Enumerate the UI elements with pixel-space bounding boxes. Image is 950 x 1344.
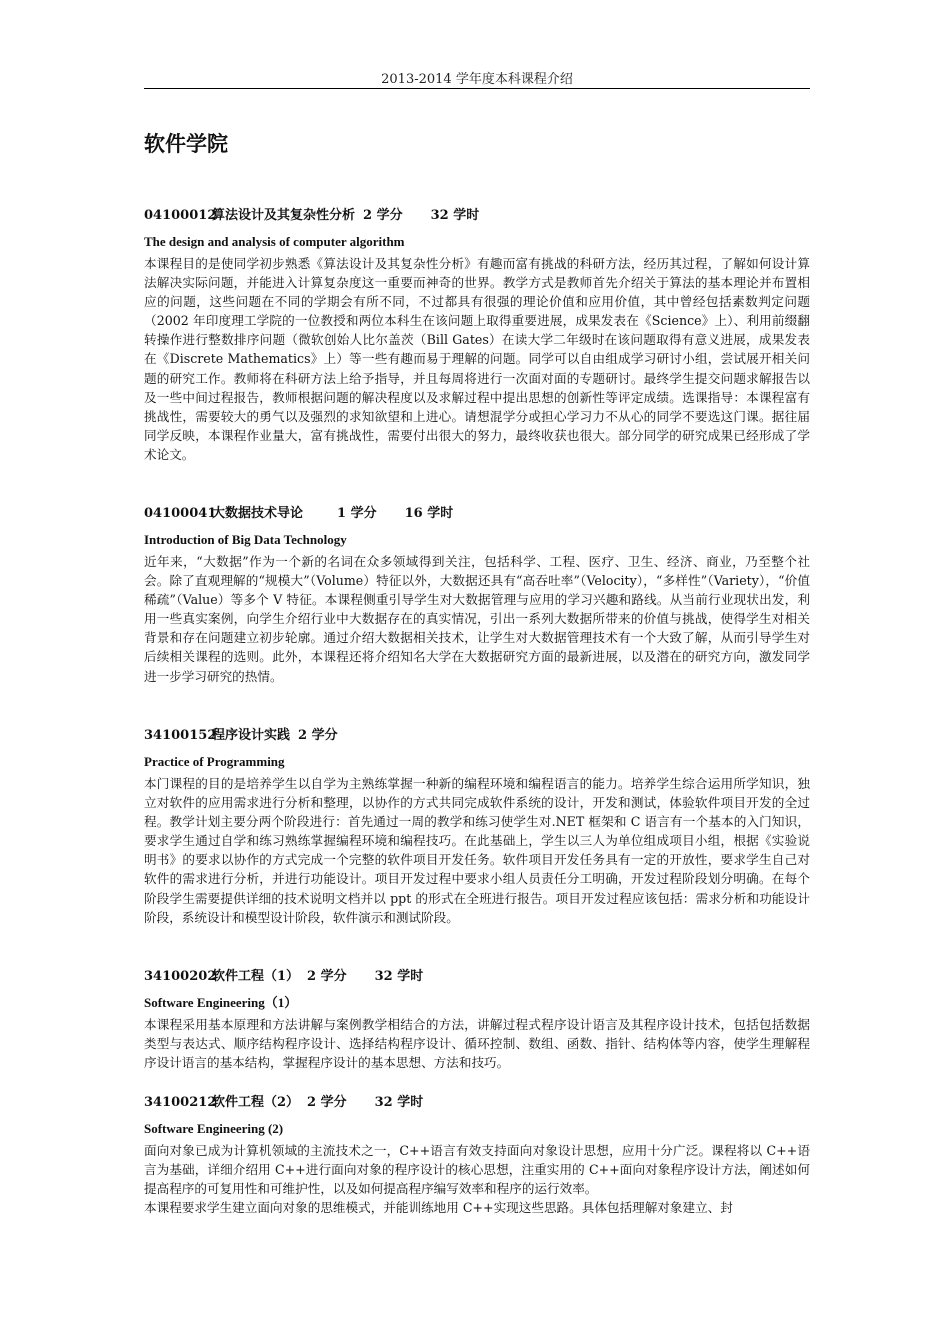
course-credit: 2 学分 [363,208,403,223]
course-entry [144,726,810,927]
course-name: 软件工程（2） [212,1095,300,1110]
course-english-title: Software Engineering（1） [144,995,298,1010]
course-name: 大数据技术导论 [212,506,304,521]
course-hours: 32 学时 [374,1095,424,1110]
course-description [144,552,810,686]
course-entry [144,206,810,464]
course-name: 软件工程（1） [212,969,300,984]
description-paragraph: 本课程采用基本原理和方法讲解与案例教学相结合的方法，讲解过程式程序设计语言及其程序设计技术，包括包括数据类型与表达式、顺序结构程序设计、选择结构程序设计、循环控制、数组、函数、指针、结构体等内容，使学生理解程序设计语言的基本结构，掌握程序设计的基本思想、方法和技巧。 [144,1017,810,1071]
course-description [144,774,810,927]
description-paragraph: 本课程目的是使同学初步熟悉《算法设计及其复杂性分析》有趣而富有挑战的科研方法，经历其过程，了解如何设计算法解决实际问题，并能进入计算复杂度这一重要而神奇的世界。教学方式是教师首先介绍关于算法的基本理论并布置相应的问题，这些问题在不同的学期会有所不同，不过都具有很强的理论价值和应用价值，其中曾经包括素数判定问题（2002 年印度理工学院的一位教授和两位本科生在该问题上取得重要进展，成果发表在《Science》上）、利用前缀翻转操作进行整数排序问题（微软创始人比尔盖茨（Bill Gates）在读大学二年级时在该问题取得有意义进展，成果发表在《Discrete Mathematics》上）等一些有趣而易于理解的问题。同学可以自由组成学习研讨小组，尝试展开相关问题的研究工作。教师将在科研方法上给予指导，并且每周将进行一次面对面的专题研讨。最终学生提交问题求解报告以及一些中间过程报告，教师根据问题的解决程度以及求解过程中提出思想的创新性等评定成绩。选课指导：本课程富有挑战性，需要较大的勇气以及强烈的求知欲望和上进心。请想混学分或担心学习力不从心的同学不要选这门课。据往届同学反映，本课程作业量大，富有挑战性，需要付出很大的努力，最终收获也很大。部分同学的研究成果已经形成了学术论文。 [144,256,810,462]
course-code: 04100012 [144,208,217,223]
header-rule [144,88,810,89]
course-english-title: The design and analysis of computer algorithm [144,234,405,249]
course-code: 34100212 [144,1095,217,1110]
course-english-title: Practice of Programming [144,754,285,769]
course-english-title: Software Engineering (2) [144,1121,284,1136]
course-credit: 2 学分 [298,728,338,743]
course-credit: 1 学分 [337,506,377,521]
course-heading [144,504,810,524]
course-code: 34100202 [144,969,217,984]
course-name: 算法设计及其复杂性分析 [212,208,356,223]
course-code: 04100041 [144,506,217,521]
course-hours: 32 学时 [430,208,480,223]
course-credit: 2 学分 [307,1095,347,1110]
course-entry [144,504,810,686]
course-entry [144,967,810,1072]
course-english-title: Introduction of Big Data Technology [144,532,347,547]
description-paragraph: 本门课程的目的是培养学生以自学为主熟练掌握一种新的编程环境和编程语言的能力。培养学生综合运用所学知识，独立对软件的应用需求进行分析和整理，以协作的方式共同完成软件系统的设计，开发和测试，体验软件项目开发的全过程。教学计划主要分两个阶段进行：首先通过一周的教学和练习使学生对.NET 框架和 C 语言有一个基本的入门知识，要求学生通过自学和练习熟练掌握编程环境和编程技巧。在此基础上，学生以三人为单位组成项目小组，根据《实验说明书》的要求以协作的方式完成一个完整的软件项目开发任务。软件项目开发任务具有一定的开放性，要求学生自己对软件的需求进行分析，并进行功能设计。项目开发过程中要求小组人员责任分工明确，开发过程阶段划分明确。在每个阶段学生需要提供详细的技术说明文档并以 ppt 的形式在全班进行报告。项目开发过程应该包括：需求分析和功能设计阶段，系统设计和模型设计阶段，软件演示和测试阶段。 [144,776,810,925]
course-description [144,254,810,464]
course-credit: 2 学分 [307,969,347,984]
course-name: 程序设计实践 [212,728,291,743]
course-hours: 32 学时 [374,969,424,984]
course-heading [144,206,810,226]
course-entry [144,1093,810,1217]
course-description [144,1015,810,1072]
school-title: 软件学院 [144,132,228,156]
description-paragraph: 本课程要求学生建立面向对象的思维模式，并能训练地用 C++实现这些思路。具体包括理解对象建立、封 [144,1200,733,1216]
description-paragraph: 近年来，“大数据”作为一个新的名词在众多领域得到关注，包括科学、工程、医疗、卫生、经济、商业，乃至整个社会。除了直观理解的“规模大”（Volume）特征以外，大数据还具有“高吞吐率”（Velocity），“多样性”（Variety），“价值稀疏”（Value）等多个 V 特征。本课程侧重引导学生对大数据管理与应用的学习兴趣和路线。从当前行业现状出发，利用一些真实案例，向学生介绍行业中大数据存在的真实情况，引出一系列大数据所带来的价值与挑战，使得学生对相关背景和存在问题建立初步轮廓。通过介绍大数据相关技术，让学生对大数据管理技术有一个大致了解，从而引导学生对后续相关课程的选则。此外，本课程还将介绍知名大学在大数据研究方面的最新进展，以及潜在的研究方向，激发同学进一步学习研究的热情。 [144,554,810,684]
description-paragraph: 面向对象已成为计算机领域的主流技术之一，C++语言有效支持面向对象设计思想，应用十分广泛。课程将以 C++语言为基础，详细介绍用 C++进行面向对象的程序设计的核心思想，注重实用的 C++面向对象程序设计方法，阐述如何提高程序的可复用性和可维护性，以及如何提高程序编写效率和程序的运行效率。 [144,1143,810,1197]
course-hours: 16 学时 [404,506,454,521]
course-heading [144,967,810,987]
course-heading [144,1093,810,1113]
course-heading [144,726,810,746]
course-description [144,1141,810,1217]
running-header: 2013-2014 学年度本科课程介绍 [381,72,573,87]
course-code: 34100152 [144,728,217,743]
